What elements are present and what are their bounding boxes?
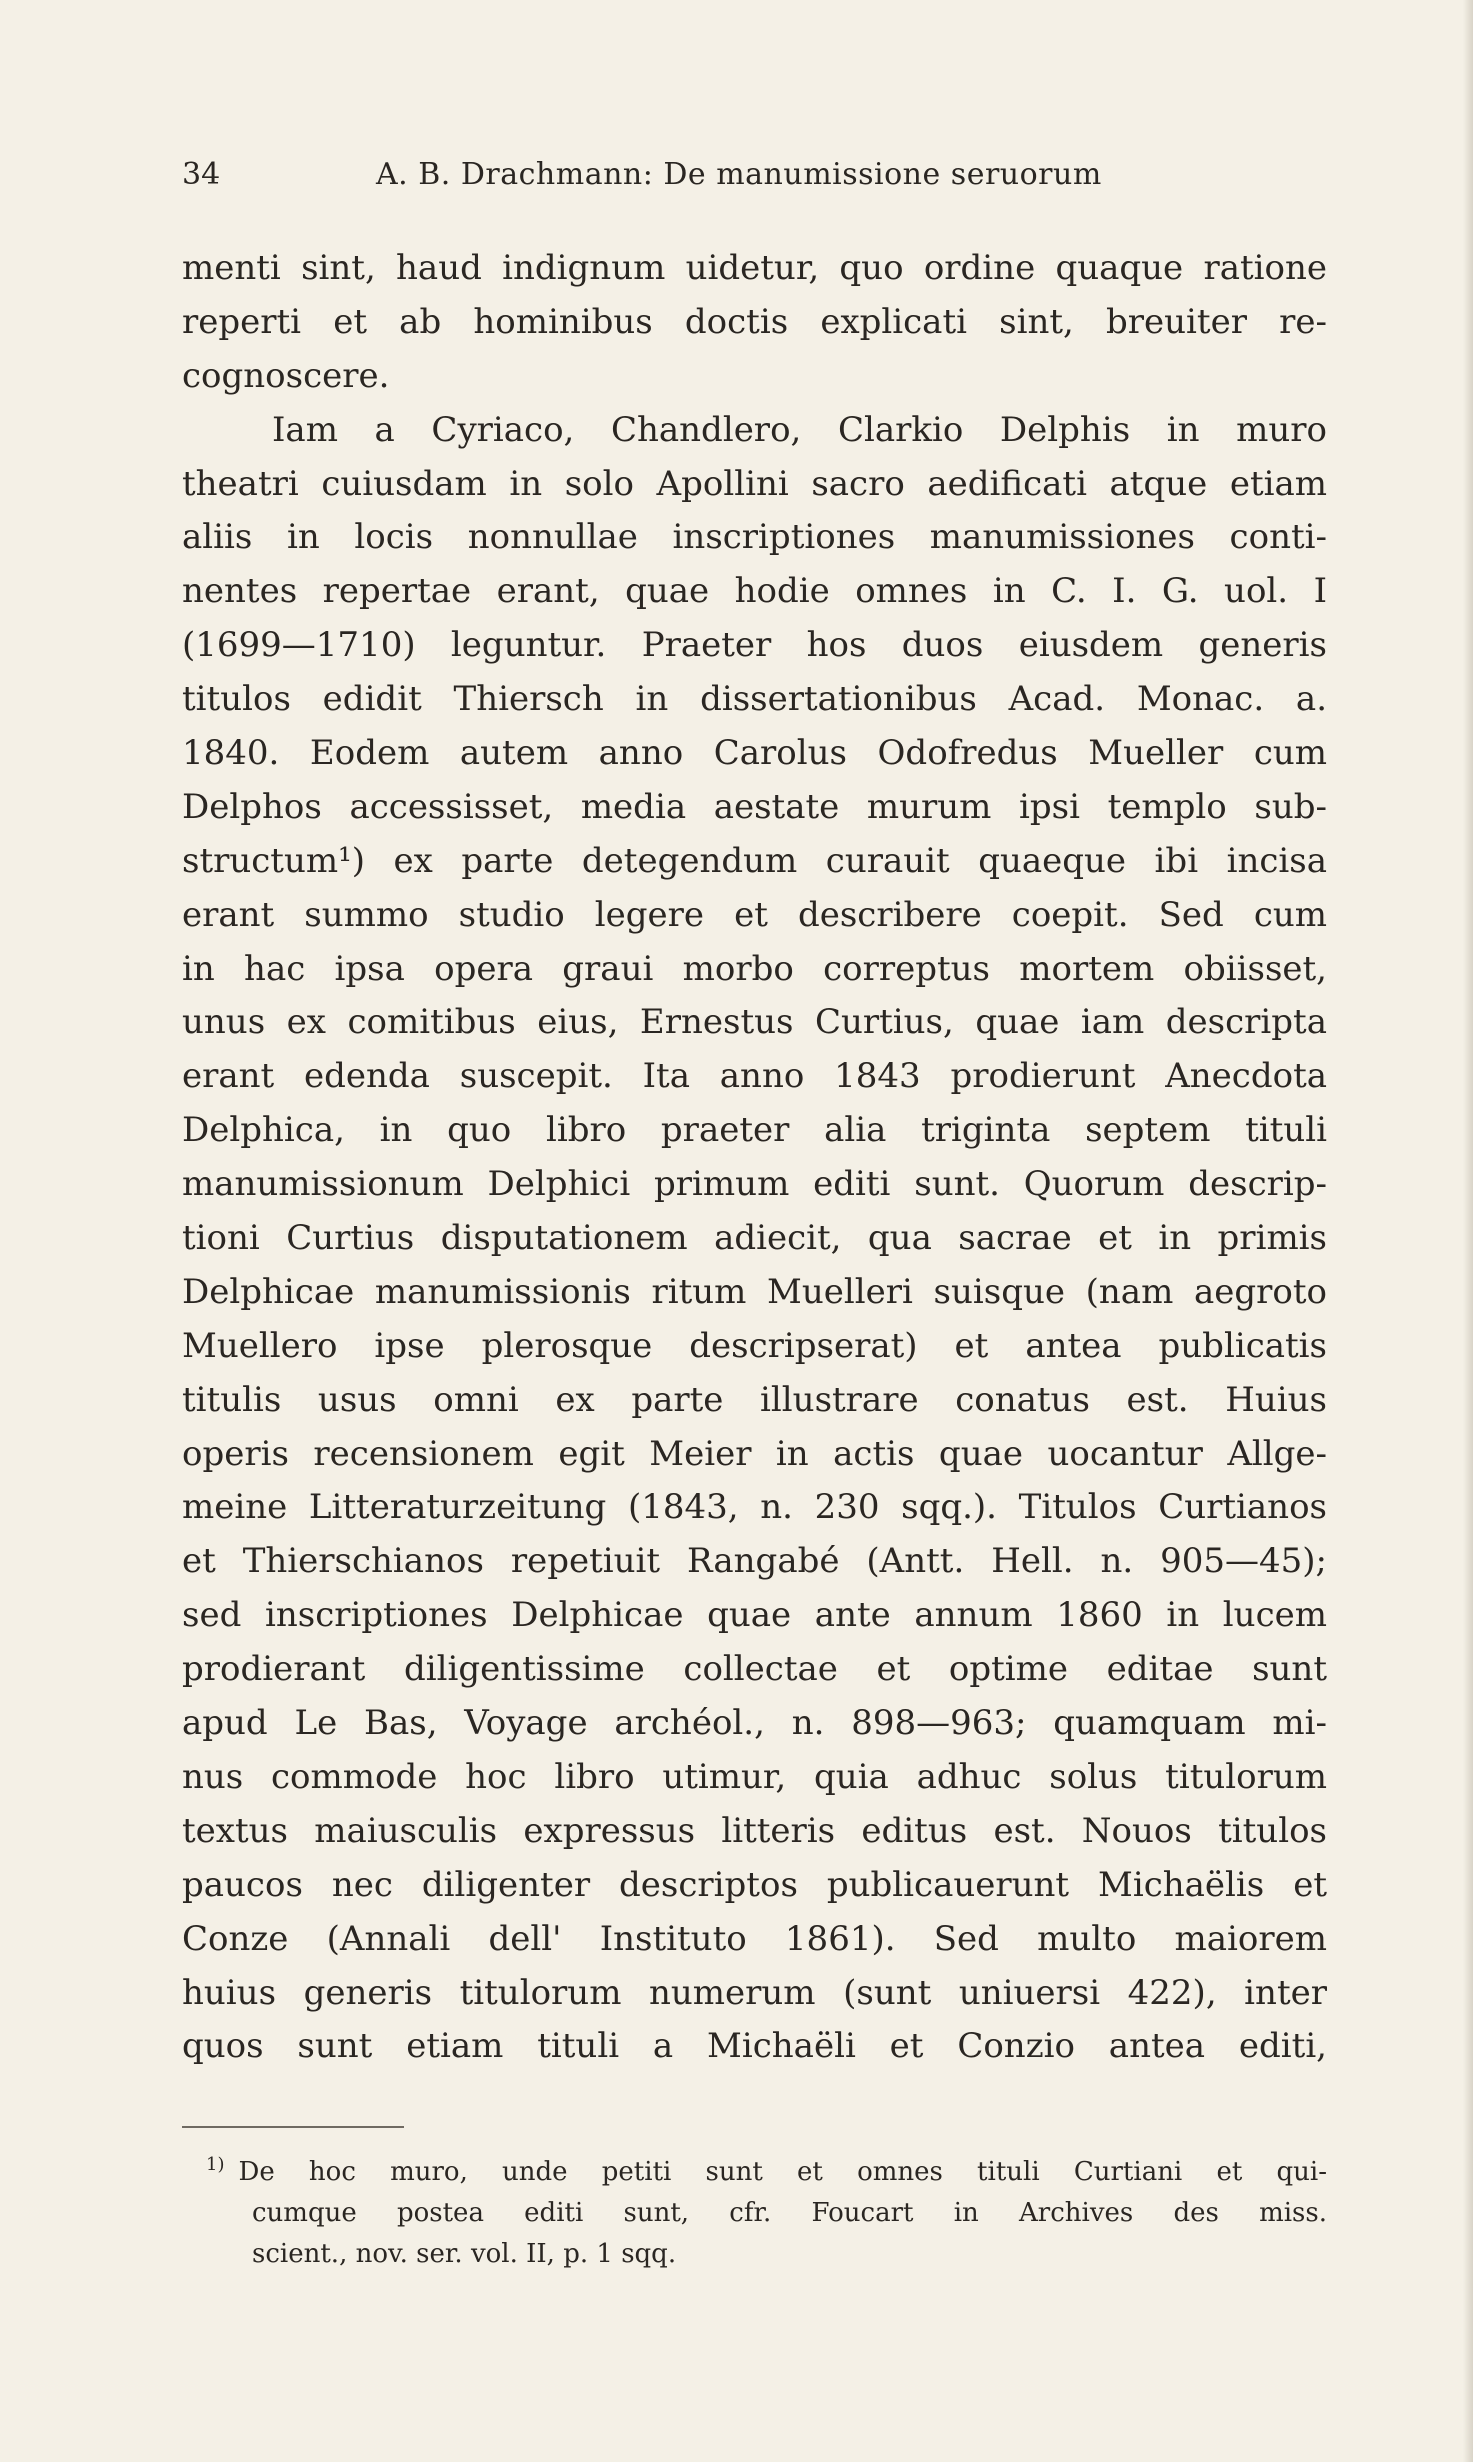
text-line: theatri cuiusdam in solo Apollini sacro aedificati atque etiam (182, 463, 1327, 504)
text-line: menti sint, haud indignum uidetur, quo ordine quaque ratione (182, 248, 1327, 288)
text-line: aliis in locis nonnullae inscriptiones manumissiones conti- (182, 517, 1327, 558)
text-line: apud Le Bas, Voyage archéol., n. 898—963; quamquam mi- (182, 1703, 1327, 1744)
footnote-line: scient., nov. ser. vol. II, p. 1 sqq. (252, 2239, 677, 2269)
text-line: cognoscere. (182, 355, 390, 396)
text-line: titulos edidit Thiersch in dissertationibus Acad. Monac. a. (182, 679, 1327, 720)
text-line: manumissionum Delphici primum editi sunt. Quorum descrip- (182, 1164, 1327, 1205)
text-line: Delphica, in quo libro praeter alia triginta septem tituli (182, 1110, 1327, 1151)
text-line: nentes repertae erant, quae hodie omnes in C. I. G. uol. I (182, 571, 1327, 612)
footnote-line (182, 2152, 1327, 2193)
text-line: Conze (Annali dell' Instituto 1861). Sed multo maiorem (182, 1918, 1327, 1959)
text-line: meine Litteraturzeitung (1843, n. 230 sqq.). Titulos Curtianos (182, 1487, 1327, 1528)
text-line: 1840. Eodem autem anno Carolus Odofredus Mueller cum (182, 733, 1327, 774)
text-line: erant summo studio legere et describere coepit. Sed cum (182, 894, 1327, 935)
text-line: structum¹) ex parte detegendum curauit quaeque ibi incisa (182, 840, 1327, 881)
footnote-text: De hoc muro, unde petiti sunt et omnes tituli Curtiani et qui- (238, 2157, 1327, 2187)
text-line: titulis usus omni ex parte illustrare conatus est. Huius (182, 1379, 1327, 1420)
text-line: reperti et ab hominibus doctis explicati sint, breuiter re- (182, 301, 1327, 342)
text-line: prodierant diligentissime collectae et optime editae sunt (182, 1649, 1327, 1690)
text-line: textus maiusculis expressus litteris editus est. Nouos titulos (182, 1810, 1327, 1851)
text-line: quos sunt etiam tituli a Michaëli et Conzio antea editi, (182, 2026, 1327, 2067)
text-line: Delphicae manumissionis ritum Muelleri suisque (nam aegroto (182, 1271, 1327, 1312)
body-text (182, 242, 1327, 2074)
running-title: A. B. Drachmann: De manumissione seruorum (376, 157, 1102, 192)
text-line: (1699—1710) leguntur. Praeter hos duos eiusdem generis (182, 625, 1327, 666)
text-line: huius generis titulorum numerum (sunt uniuersi 422), inter (182, 1972, 1327, 2013)
text-line: unus ex comitibus eius, Ernestus Curtius, quae iam descripta (182, 1002, 1327, 1043)
footnote-marker: 1) (206, 2154, 225, 2176)
text-line: Iam a Cyriaco, Chandlero, Clarkio Delphis in muro (272, 409, 1327, 450)
text-line: in hac ipsa opera graui morbo correptus mortem obiisset, (182, 948, 1327, 989)
text-line: nus commode hoc libro utimur, quia adhuc solus titulorum (182, 1756, 1327, 1797)
footnote-divider (182, 2126, 404, 2128)
text-line: sed inscriptiones Delphicae quae ante annum 1860 in lucem (182, 1595, 1327, 1636)
footnote (182, 2152, 1327, 2275)
text-line: erant edenda suscepit. Ita anno 1843 prodierunt Anecdota (182, 1056, 1327, 1097)
footnote-line: cumque postea editi sunt, cfr. Foucart in Archives des miss. (252, 2198, 1327, 2228)
page-edge-shadow (1463, 0, 1473, 2462)
text-line: Delphos accessisset, media aestate murum ipsi templo sub- (182, 786, 1327, 827)
text-line: operis recensionem egit Meier in actis quae uocantur Allge- (182, 1433, 1327, 1474)
text-line: Muellero ipse plerosque descripserat) et antea publicatis (182, 1325, 1327, 1366)
page-number: 34 (182, 157, 221, 192)
text-line: paucos nec diligenter descriptos publicauerunt Michaëlis et (182, 1864, 1327, 1905)
page-header (182, 150, 1332, 200)
text-line: et Thierschianos repetiuit Rangabé (Antt. Hell. n. 905—45); (182, 1541, 1327, 1582)
text-line: tioni Curtius disputationem adiecit, qua sacrae et in primis (182, 1218, 1327, 1259)
